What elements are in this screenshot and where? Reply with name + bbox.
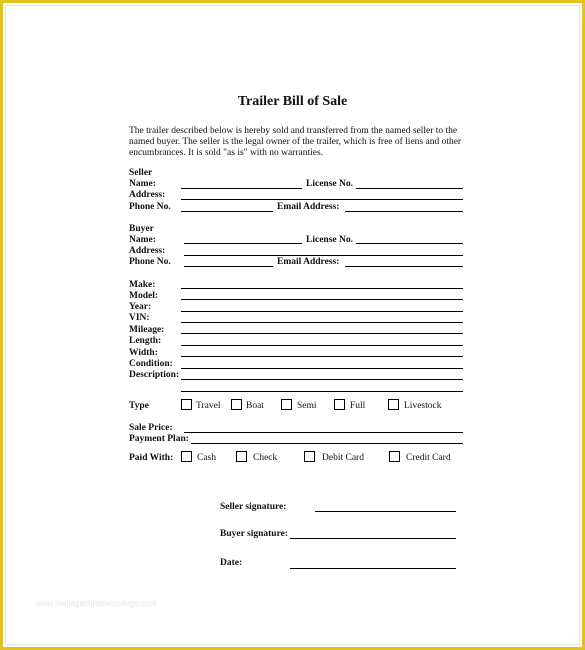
sale-price-label: Sale Price: — [129, 423, 173, 433]
type-full-checkbox[interactable] — [334, 399, 345, 410]
condition-label: Condition: — [129, 359, 173, 369]
buyer-signature-field[interactable] — [290, 538, 456, 539]
buyer-address-field[interactable] — [184, 255, 463, 256]
length-field[interactable] — [181, 345, 463, 346]
seller-signature-label: Seller signature: — [220, 502, 287, 512]
model-field[interactable] — [181, 299, 463, 300]
date-field[interactable] — [290, 568, 456, 569]
buyer-address-label: Address: — [129, 246, 166, 256]
width-label: Width: — [129, 348, 158, 358]
document-title: Trailer Bill of Sale — [237, 94, 348, 109]
type-livestock-label: Livestock — [404, 401, 442, 411]
year-label: Year: — [129, 302, 152, 312]
year-field[interactable] — [181, 311, 463, 312]
buyer-name-field[interactable] — [184, 243, 302, 244]
seller-heading: Seller — [129, 168, 153, 178]
payment-plan-label: Payment Plan: — [129, 434, 189, 444]
seller-license-field[interactable] — [356, 188, 463, 189]
width-field[interactable] — [181, 356, 463, 357]
intro-line-3: encumbrances. It is sold "as is" with no warranties. — [129, 148, 324, 158]
condition-field[interactable] — [181, 368, 463, 369]
watermark: www.heritagechristiancollege.com — [36, 599, 157, 608]
description-field-line-1[interactable] — [181, 379, 463, 380]
seller-address-label: Address: — [129, 190, 166, 200]
mileage-field[interactable] — [181, 333, 463, 334]
seller-phone-field[interactable] — [181, 211, 273, 212]
type-travel-label: Travel — [196, 401, 221, 411]
paid-cash-checkbox[interactable] — [181, 451, 192, 462]
make-field[interactable] — [181, 288, 463, 289]
length-label: Length: — [129, 336, 162, 346]
mileage-label: Mileage: — [129, 325, 165, 335]
vin-field[interactable] — [181, 322, 463, 323]
buyer-email-field[interactable] — [345, 266, 463, 267]
paid-cash-label: Cash — [197, 453, 216, 463]
type-livestock-checkbox[interactable] — [388, 399, 399, 410]
seller-name-field[interactable] — [181, 188, 302, 189]
make-label: Make: — [129, 280, 156, 290]
paid-credit-card-checkbox[interactable] — [389, 451, 400, 462]
buyer-signature-label: Buyer signature: — [220, 529, 288, 539]
seller-signature-field[interactable] — [315, 511, 456, 512]
seller-phone-label: Phone No. — [129, 202, 171, 212]
seller-email-label: Email Address: — [277, 202, 340, 212]
description-label: Description: — [129, 370, 180, 380]
intro-line-2: named buyer. The seller is the legal owner of the trailer, which is free of liens and other — [129, 137, 462, 147]
buyer-email-label: Email Address: — [277, 257, 340, 267]
buyer-name-label: Name: — [129, 235, 156, 245]
intro-line-1: The trailer described below is hereby sold and transferred from the named seller to the — [129, 126, 458, 136]
seller-license-label: License No. — [306, 179, 353, 189]
buyer-heading: Buyer — [129, 224, 154, 234]
description-field-line-2[interactable] — [181, 391, 463, 392]
date-label: Date: — [220, 558, 243, 568]
paid-debit-card-label: Debit Card — [322, 453, 364, 463]
buyer-phone-field[interactable] — [184, 266, 273, 267]
type-semi-checkbox[interactable] — [281, 399, 292, 410]
model-label: Model: — [129, 291, 159, 301]
paid-check-label: Check — [253, 453, 278, 463]
buyer-phone-label: Phone No. — [129, 257, 171, 267]
paid-with-label: Paid With: — [129, 453, 174, 463]
buyer-license-label: License No. — [306, 235, 353, 245]
paid-check-checkbox[interactable] — [236, 451, 247, 462]
sale-price-field[interactable] — [184, 432, 463, 433]
type-label: Type — [129, 401, 149, 411]
type-travel-checkbox[interactable] — [181, 399, 192, 410]
paid-credit-card-label: Credit Card — [406, 453, 451, 463]
type-full-label: Full — [350, 401, 366, 411]
seller-name-label: Name: — [129, 179, 156, 189]
type-boat-label: Boat — [246, 401, 264, 411]
vin-label: VIN: — [129, 313, 150, 323]
type-boat-checkbox[interactable] — [231, 399, 242, 410]
seller-email-field[interactable] — [345, 211, 463, 212]
buyer-license-field[interactable] — [356, 243, 463, 244]
type-semi-label: Semi — [297, 401, 317, 411]
seller-address-field[interactable] — [181, 199, 463, 200]
payment-plan-field[interactable] — [191, 443, 463, 444]
paid-debit-card-checkbox[interactable] — [304, 451, 315, 462]
